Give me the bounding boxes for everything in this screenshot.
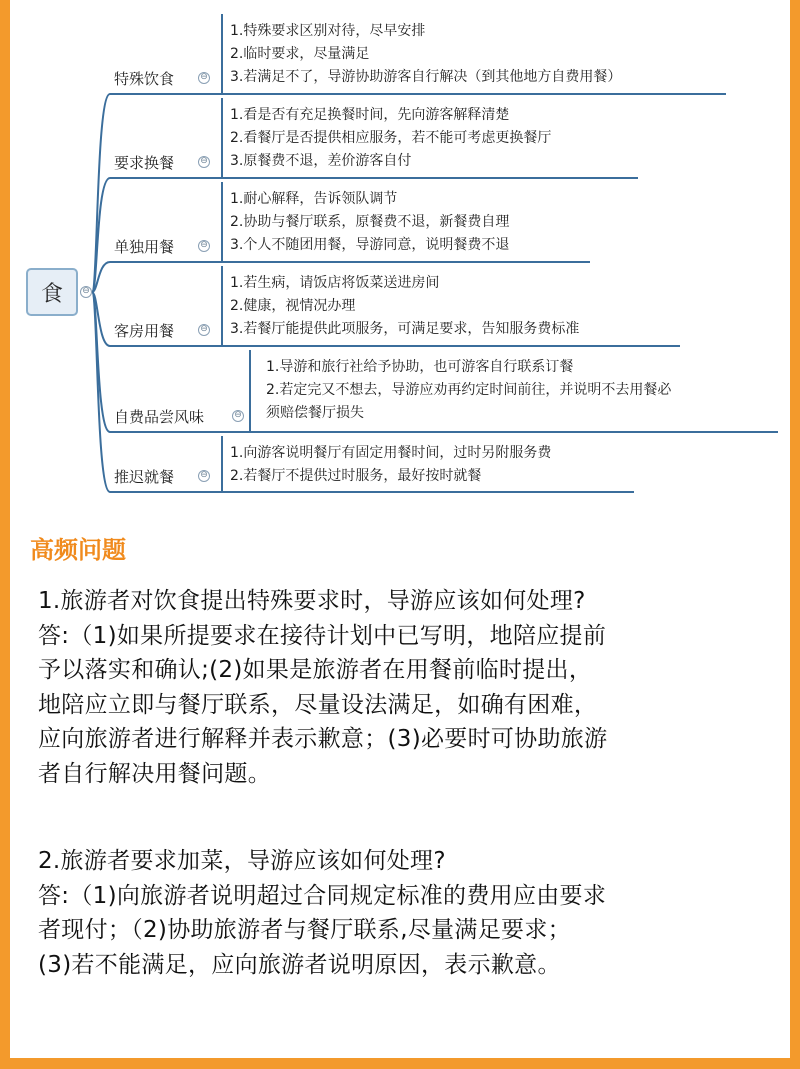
branch-details (230, 188, 509, 257)
detail-item: 3.若餐厅能提供此项服务，可满足要求，告知服务费标准 (230, 321, 580, 337)
collapse-icon[interactable]: ⊖ (198, 156, 210, 168)
branch-local-flavor[interactable]: 自费品尝风味 (114, 408, 205, 426)
detail-item: 2.若定完又不想去，导游应劝再约定时间前往，并说明不去用餐必 (266, 382, 672, 398)
answer-line: 答:（1)向旅游者说明超过合同规定标准的费用应由要求 (38, 882, 607, 909)
question-text: 2.旅游者要求加菜，导游应该如何处理? (38, 848, 446, 874)
question-2 (38, 844, 778, 982)
collapse-icon[interactable]: ⊖ (198, 240, 210, 252)
collapse-icon[interactable]: ⊖ (198, 470, 210, 482)
detail-item: 2.若餐厅不提供过时服务，最好按时就餐 (230, 468, 482, 484)
branch-room-service[interactable]: 客房用餐 (114, 322, 175, 340)
content-card (10, 0, 790, 1058)
branch-details (266, 356, 671, 425)
detail-item: 2.看餐厅是否提供相应服务，若不能可考虑更换餐厅 (230, 130, 552, 146)
root-collapse-icon[interactable]: ⊖ (80, 286, 92, 298)
root-node[interactable]: 食 (26, 268, 78, 316)
answer-line: 者现付；（2)协助旅游者与餐厅联系,尽量满足要求； (38, 917, 571, 943)
branch-change-meal[interactable]: 要求换餐 (114, 154, 175, 172)
branch-separate-meal[interactable]: 单独用餐 (114, 238, 175, 256)
question-1 (38, 584, 778, 791)
detail-item: 2.健康，视情况办理 (230, 298, 356, 314)
branch-details (230, 20, 621, 89)
collapse-icon[interactable]: ⊖ (198, 72, 210, 84)
branch-details (230, 104, 551, 173)
detail-item: 1.特殊要求区别对待，尽早安排 (230, 23, 426, 39)
detail-item: 3.个人不随团用餐，导游同意，说明餐费不退 (230, 237, 510, 253)
faq-title: 高频问题 (30, 536, 126, 564)
answer-line: 地陪应立即与餐厅联系，尽量设法满足，如确有困难， (38, 691, 598, 718)
detail-item: 1.看是否有充足换餐时间，先向游客解释清楚 (230, 107, 510, 123)
branch-details (230, 272, 579, 341)
answer-line: (3)若不能满足，应向旅游者说明原因，表示歉意。 (38, 951, 561, 978)
collapse-icon[interactable]: ⊖ (232, 410, 244, 422)
answer-line: 予以落实和确认;(2)如果是旅游者在用餐前临时提出， (38, 657, 593, 683)
mind-map (10, 0, 790, 500)
branch-special-diet[interactable]: 特殊饮食 (114, 70, 175, 88)
answer-line: 答:（1)如果所提要求在接待计划中已写明，地陪应提前 (38, 622, 607, 649)
detail-item: 3.原餐费不退，差价游客自付 (230, 153, 412, 169)
detail-item: 1.导游和旅行社给予协助，也可游客自行联系订餐 (266, 359, 574, 375)
detail-item: 1.向游客说明餐厅有固定用餐时间，过时另附服务费 (230, 445, 552, 461)
detail-item: 3.若满足不了，导游协助游客自行解决（到其他地方自费用餐） (230, 69, 622, 85)
question-text: 1.旅游者对饮食提出特殊要求时，导游应该如何处理? (38, 588, 586, 614)
detail-item: 2.协助与餐厅联系，原餐费不退，新餐费自理 (230, 214, 510, 230)
detail-item: 1.耐心解释，告诉领队调节 (230, 191, 398, 207)
answer-line: 者自行解决用餐问题。 (38, 760, 271, 787)
branch-details (230, 442, 551, 488)
detail-item: 须赔偿餐厅损失 (266, 405, 364, 421)
detail-item: 1.若生病，请饭店将饭菜送进房间 (230, 275, 440, 291)
detail-item: 2.临时要求，尽量满足 (230, 46, 370, 62)
branch-delayed-meal[interactable]: 推迟就餐 (114, 468, 175, 486)
collapse-icon[interactable]: ⊖ (198, 324, 210, 336)
connector-2 (92, 178, 110, 292)
answer-line: 应向旅游者进行解释并表示歉意；(3)必要时可协助旅游 (38, 726, 608, 752)
